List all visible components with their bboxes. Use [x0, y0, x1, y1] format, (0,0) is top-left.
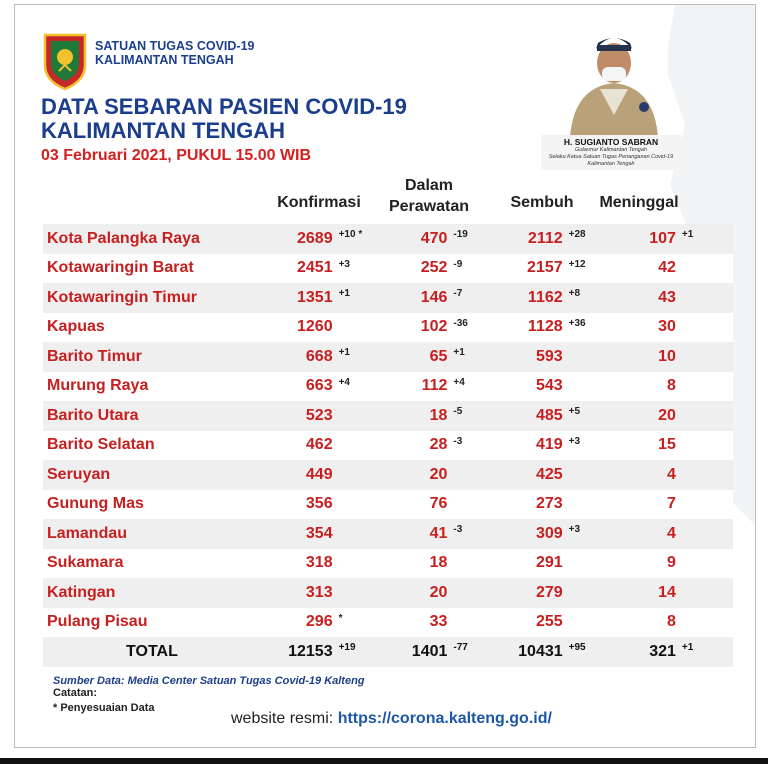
- konfirmasi-value: 462: [305, 436, 333, 454]
- column-header-sembuh: Sembuh: [510, 194, 574, 211]
- konfirmasi-chg: [333, 490, 381, 520]
- meninggal-chg: [676, 342, 733, 372]
- table-row: [43, 401, 733, 431]
- infographic-frame: [14, 4, 756, 748]
- konfirmasi-chg: [333, 578, 381, 608]
- org-line-2: KALIMANTAN TENGAH: [95, 53, 234, 67]
- perawatan-chg: -9: [453, 258, 463, 270]
- table-row: [43, 519, 733, 549]
- meninggal-chg: [676, 372, 733, 402]
- meninggal-chg: [676, 578, 733, 608]
- perawatan-chg: -3: [453, 524, 463, 535]
- sembuh-chg: [563, 460, 622, 490]
- region-name: Lamandau: [47, 524, 128, 542]
- perawatan-chg: -7: [453, 288, 463, 299]
- meninggal-chg: [676, 283, 733, 313]
- table-row: [43, 608, 733, 638]
- perawatan-value: 470: [420, 229, 448, 247]
- perawatan-chg: +4: [453, 376, 465, 388]
- region-name: Barito Selatan: [47, 436, 155, 454]
- meninggal-chg: +1: [681, 229, 694, 240]
- table-row: [43, 342, 733, 372]
- sembuh-value: 419: [535, 436, 563, 454]
- sembuh-value: 309: [535, 524, 563, 542]
- sembuh-value: 2112: [527, 229, 563, 247]
- governor-role-3: Kalimantan Tengah: [587, 161, 635, 167]
- region-name: Kotawaringin Barat: [47, 259, 194, 277]
- meninggal-chg: [676, 460, 733, 490]
- konfirmasi-chg: +1: [338, 288, 350, 299]
- org-line-1: SATUAN TUGAS COVID-19: [95, 39, 255, 53]
- perawatan-chg: -19: [453, 229, 468, 240]
- konfirmasi-value: 668: [305, 347, 333, 365]
- region-name: Barito Timur: [47, 347, 142, 365]
- table-row: [43, 460, 733, 490]
- total-label: TOTAL: [126, 642, 178, 660]
- meninggal-value: 4: [667, 524, 676, 542]
- perawatan-chg: -3: [453, 435, 463, 447]
- sembuh-value: 279: [535, 583, 563, 601]
- table-row: [43, 283, 733, 313]
- meninggal-chg: [676, 519, 733, 549]
- sembuh-value: 291: [535, 554, 563, 572]
- perawatan-value: 65: [429, 347, 448, 365]
- konfirmasi-chg: +10 *: [338, 229, 363, 240]
- column-header-perawatan-line-2: Perawatan: [388, 198, 470, 215]
- sembuh-value: 273: [535, 495, 563, 513]
- notes-label: Catatan:: [53, 687, 98, 699]
- konfirmasi-chg: +19: [338, 642, 356, 653]
- konfirmasi-value: 523: [305, 406, 333, 424]
- column-header-meninggal: Meninggal: [599, 194, 679, 211]
- table-row: [43, 224, 733, 254]
- region-name: Sukamara: [47, 554, 124, 572]
- konfirmasi-value: 313: [305, 583, 333, 601]
- konfirmasi-value: 356: [305, 495, 333, 513]
- sembuh-chg: [563, 372, 622, 402]
- region-name: Pulang Pisau: [47, 613, 148, 631]
- meninggal-value: 30: [658, 318, 676, 336]
- sembuh-chg: +28: [568, 229, 586, 240]
- perawatan-value: 102: [420, 318, 448, 336]
- title-line-1: DATA SEBARAN PASIEN COVID-19: [41, 94, 407, 119]
- konfirmasi-value: 1351: [297, 288, 333, 306]
- sembuh-chg: +12: [568, 258, 586, 270]
- sembuh-value: 485: [535, 406, 563, 424]
- konfirmasi-value: 2451: [297, 259, 333, 277]
- website-label: website resmi:: [231, 710, 334, 727]
- governor-role-2: Selaku Ketua Satuan Tugas Penanganan Covid-19: [548, 154, 674, 160]
- perawatan-value: 28: [429, 436, 448, 454]
- perawatan-chg: [447, 460, 505, 490]
- sembuh-chg: [563, 549, 622, 579]
- meninggal-chg: [676, 490, 733, 520]
- sembuh-chg: +8: [568, 288, 581, 299]
- table-row: [43, 578, 733, 608]
- region-name: Kapuas: [47, 318, 105, 336]
- sembuh-value: 425: [535, 465, 563, 483]
- governor-caption: [541, 135, 681, 170]
- region-name: Katingan: [47, 583, 116, 601]
- title-line-2: KALIMANTAN TENGAH: [41, 118, 286, 143]
- sembuh-value: 593: [535, 347, 563, 365]
- meninggal-value: 10: [658, 347, 676, 365]
- governor-photo: [560, 25, 668, 137]
- meninggal-value: 321: [649, 642, 676, 660]
- meninggal-value: 4: [667, 465, 676, 483]
- meninggal-chg: [676, 401, 733, 431]
- data-table: [43, 224, 733, 667]
- konfirmasi-value: 354: [305, 524, 333, 542]
- perawatan-chg: [447, 549, 505, 579]
- perawatan-chg: [447, 608, 505, 638]
- column-header-perawatan-line-1: Dalam: [404, 177, 454, 194]
- sembuh-chg: [563, 578, 622, 608]
- meninggal-value: 8: [667, 377, 676, 395]
- bottom-border: [0, 758, 768, 764]
- governor-name: H. SUGIANTO SABRAN: [563, 137, 659, 147]
- website-line: [231, 710, 552, 728]
- perawatan-value: 146: [420, 288, 448, 306]
- perawatan-value: 41: [429, 524, 448, 542]
- perawatan-chg: +1: [453, 347, 465, 358]
- konfirmasi-chg: [333, 549, 381, 579]
- perawatan-value: 18: [429, 554, 448, 572]
- konfirmasi-chg: +3: [338, 258, 350, 270]
- meninggal-value: 20: [658, 406, 676, 424]
- konfirmasi-value: 296: [305, 613, 333, 631]
- sembuh-value: 1162: [527, 288, 563, 306]
- konfirmasi-chg: *: [338, 612, 343, 624]
- region-name: Kotawaringin Timur: [47, 288, 197, 306]
- governor-role-1: Gubernur Kalimantan Tengah: [575, 147, 647, 153]
- sembuh-chg: [563, 608, 622, 638]
- footnote: * Penyesuaian Data: [53, 702, 155, 714]
- konfirmasi-chg: [333, 519, 381, 549]
- meninggal-chg: [676, 254, 733, 284]
- konfirmasi-value: 1260: [297, 318, 333, 336]
- perawatan-value: 33: [429, 613, 448, 631]
- perawatan-value: 112: [421, 377, 448, 395]
- meninggal-value: 14: [658, 583, 676, 601]
- konfirmasi-value: 12153: [288, 642, 333, 660]
- meninggal-value: 42: [658, 259, 676, 277]
- konfirmasi-value: 663: [305, 377, 333, 395]
- region-name: Murung Raya: [47, 377, 149, 395]
- meninggal-chg: [676, 549, 733, 579]
- konfirmasi-chg: +1: [338, 347, 350, 358]
- konfirmasi-chg: +4: [338, 376, 350, 388]
- column-header-konfirmasi: Konfirmasi: [277, 194, 361, 211]
- table-row: [43, 549, 733, 579]
- sembuh-value: 2157: [527, 259, 563, 277]
- report-date: 03 Februari 2021, PUKUL 15.00 WIB: [41, 147, 312, 164]
- sembuh-value: 10431: [518, 642, 563, 660]
- table-row: [43, 313, 733, 343]
- total-row: [43, 637, 733, 667]
- konfirmasi-chg: [333, 401, 381, 431]
- organization-name: [95, 39, 255, 67]
- meninggal-value: 107: [649, 229, 676, 247]
- meninggal-value: 15: [658, 436, 676, 454]
- table-row: [43, 372, 733, 402]
- column-header-dalam-perawatan: [379, 175, 479, 217]
- meninggal-chg: +1: [681, 642, 694, 653]
- perawatan-chg: -77: [453, 642, 468, 653]
- province-emblem-logo: [41, 31, 89, 91]
- sembuh-chg: +36: [568, 317, 586, 329]
- konfirmasi-value: 318: [305, 554, 333, 572]
- perawatan-chg: [447, 578, 505, 608]
- perawatan-value: 76: [429, 495, 448, 513]
- perawatan-value: 20: [429, 465, 448, 483]
- meninggal-value: 7: [667, 495, 676, 513]
- konfirmasi-value: 2689: [297, 229, 333, 247]
- meninggal-chg: [676, 608, 733, 638]
- konfirmasi-value: 449: [305, 465, 333, 483]
- meninggal-value: 9: [667, 554, 676, 572]
- table-row: [43, 254, 733, 284]
- meninggal-chg: [676, 313, 733, 343]
- perawatan-value: 18: [429, 406, 448, 424]
- region-name: Gunung Mas: [47, 495, 144, 513]
- sembuh-chg: +3: [568, 524, 581, 535]
- region-name: Barito Utara: [47, 406, 139, 424]
- website-link[interactable]: https://corona.kalteng.go.id/: [337, 710, 552, 727]
- konfirmasi-chg: [333, 313, 381, 343]
- table-row: [43, 490, 733, 520]
- region-name: Kota Palangka Raya: [47, 229, 200, 247]
- meninggal-chg: [676, 431, 733, 461]
- perawatan-value: 20: [429, 583, 448, 601]
- meninggal-value: 8: [667, 613, 676, 631]
- meninggal-value: 43: [658, 288, 676, 306]
- sembuh-chg: +95: [568, 642, 586, 653]
- region-name: Seruyan: [47, 465, 111, 483]
- perawatan-chg: -5: [453, 406, 463, 417]
- sembuh-chg: [563, 490, 622, 520]
- perawatan-value: 252: [420, 259, 448, 277]
- page-title: [41, 95, 407, 143]
- perawatan-chg: [447, 490, 505, 520]
- konfirmasi-chg: [333, 431, 381, 461]
- sembuh-value: 543: [535, 377, 563, 395]
- sembuh-chg: +5: [568, 406, 581, 417]
- table-row: [43, 431, 733, 461]
- sembuh-chg: [563, 342, 622, 372]
- sembuh-chg: +3: [568, 435, 581, 447]
- perawatan-chg: -36: [453, 317, 468, 329]
- perawatan-value: 1401: [411, 642, 448, 660]
- sembuh-value: 1128: [527, 318, 563, 336]
- data-source: Sumber Data: Media Center Satuan Tugas Covid-19 Kalteng: [53, 675, 365, 687]
- sembuh-value: 255: [535, 613, 563, 631]
- konfirmasi-chg: [333, 460, 381, 490]
